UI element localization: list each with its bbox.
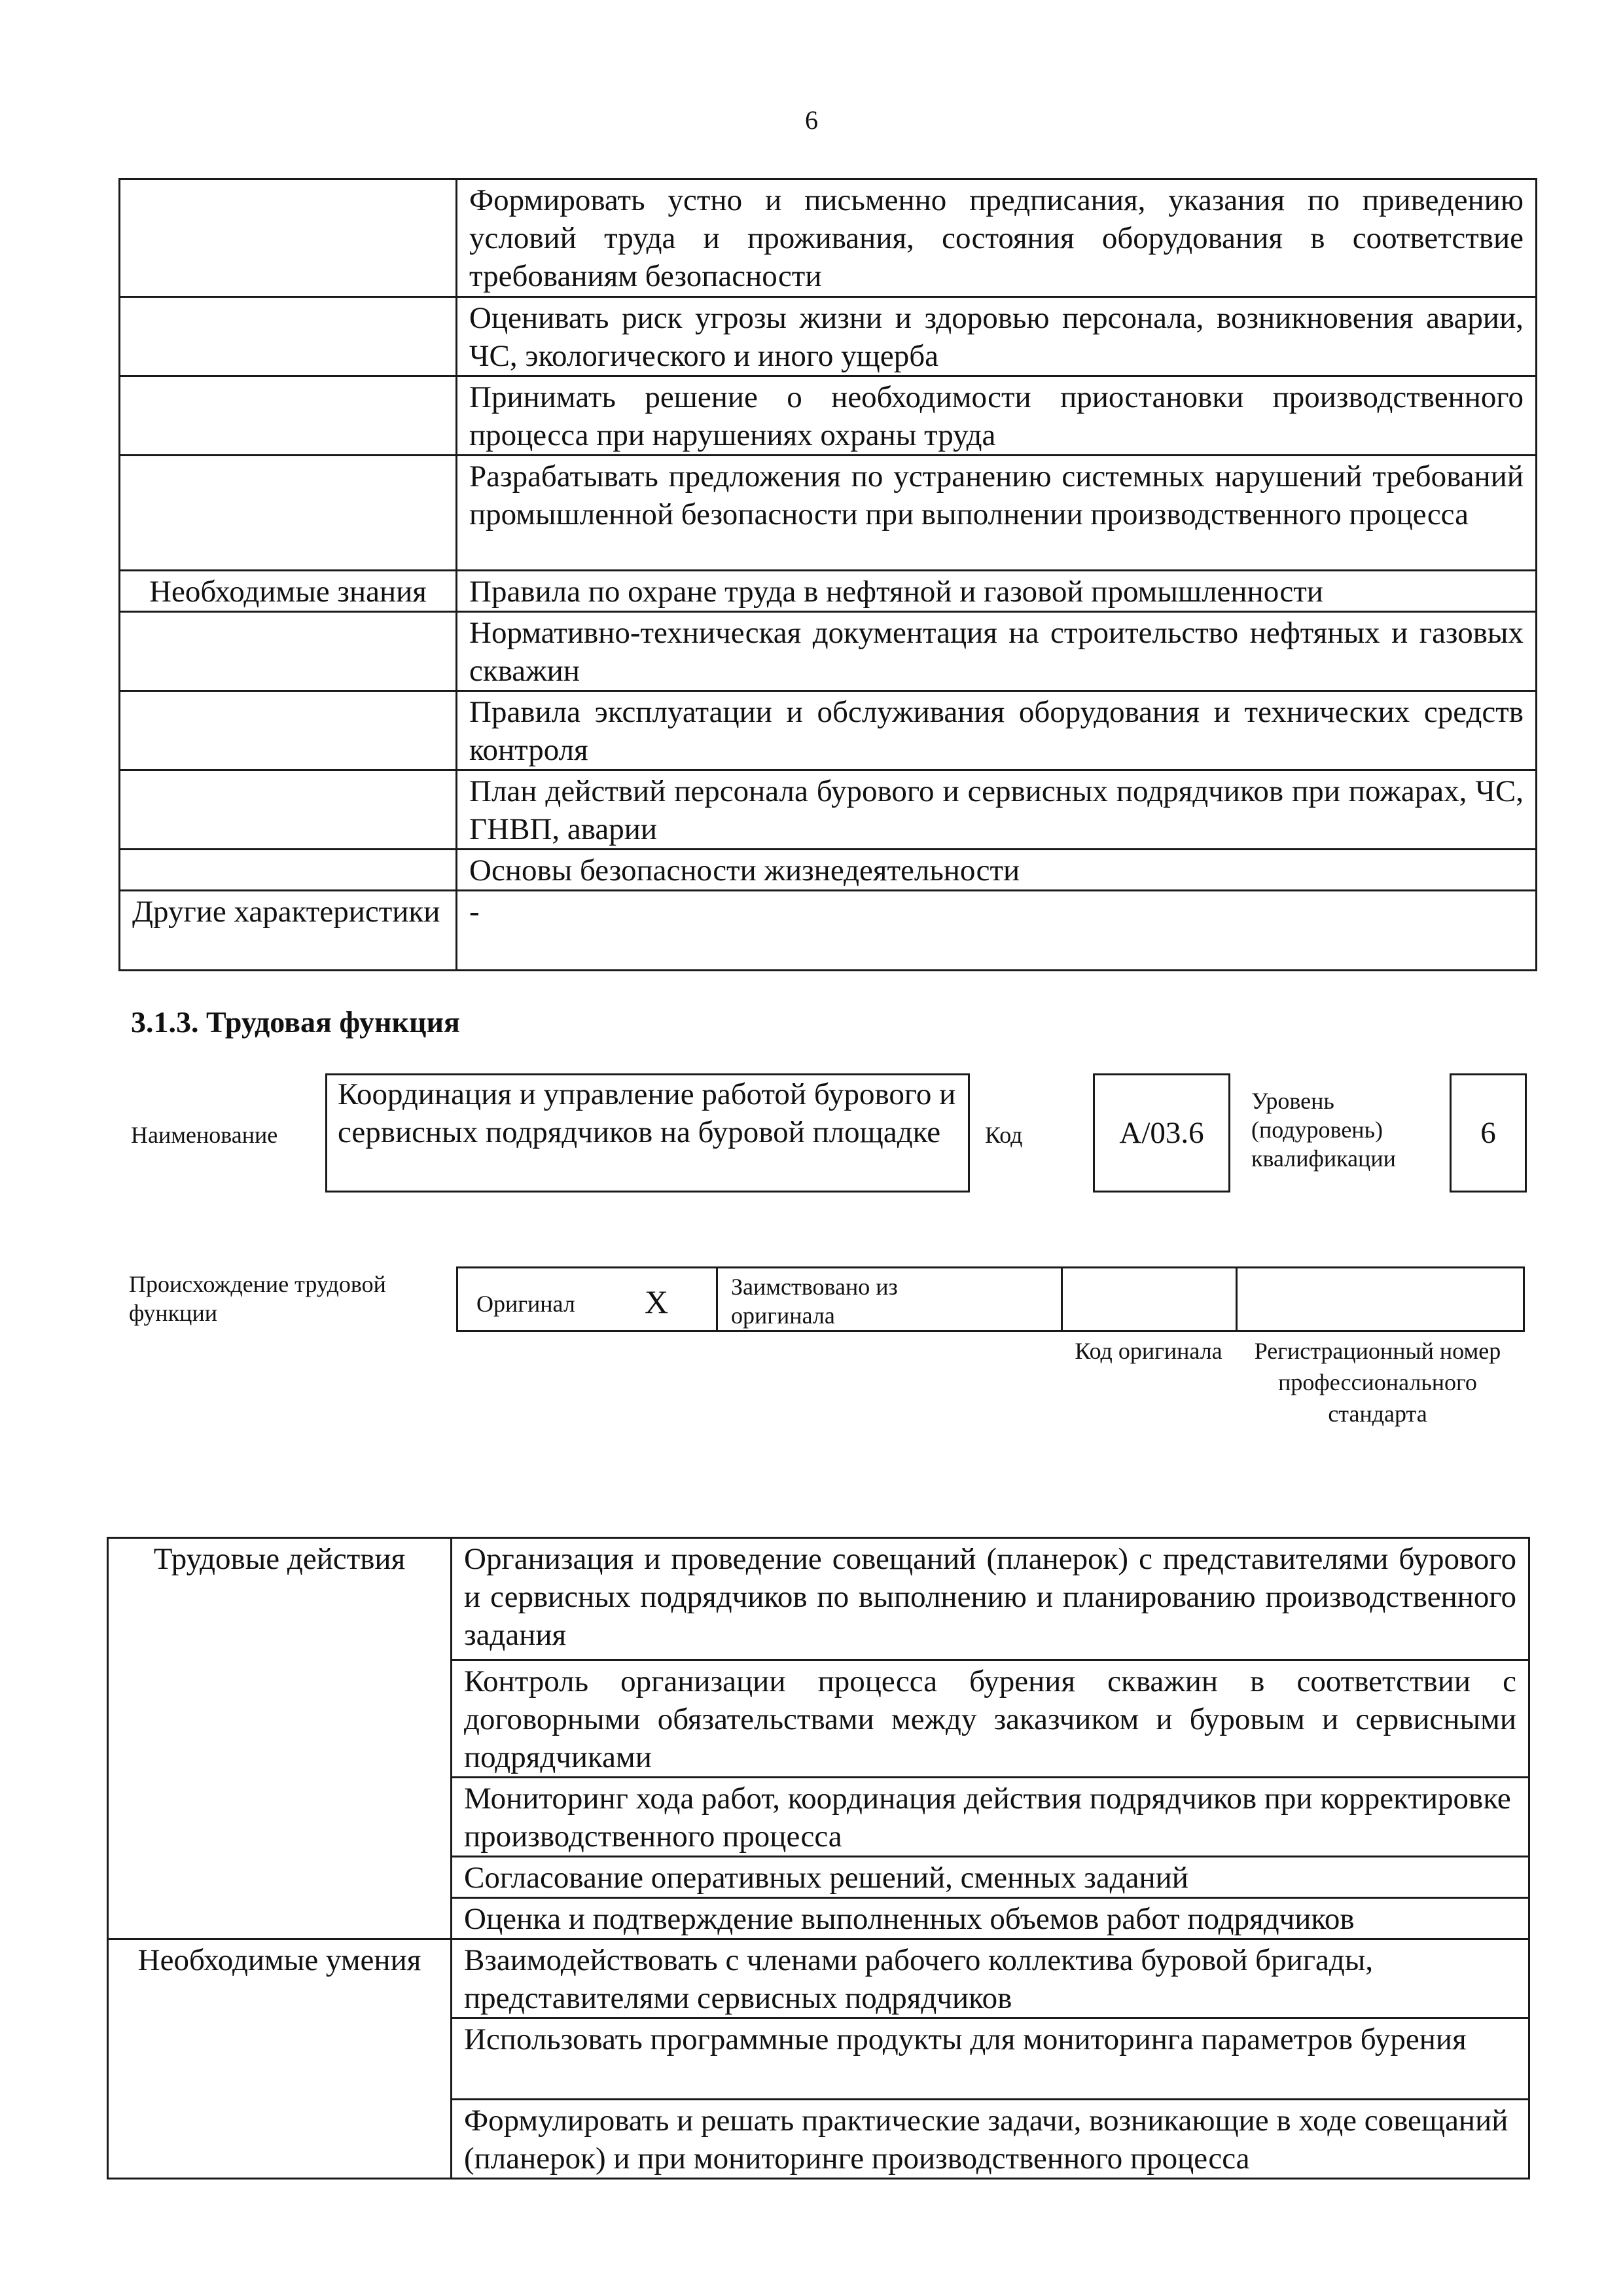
table-label-cell: [120, 456, 457, 571]
labor-action-row: Оценка и подтверждение выполненных объемов работ подрядчиков: [452, 1898, 1529, 1939]
borrowed-label: Заимствовано из оригинала: [731, 1274, 898, 1329]
table-label-cell: [120, 297, 457, 376]
name-label: Наименование: [131, 1122, 278, 1148]
table-row: План действий персонала бурового и сервисных подрядчиков при пожарах, ЧС, ГНВП, аварии: [457, 770, 1537, 850]
table-row: Разрабатывать предложения по устранению системных нарушений требований промышленной безопасности при выполнении производственного процесса: [457, 456, 1537, 571]
origin-cell-reg: [1236, 1266, 1525, 1332]
table-label-cell: [120, 612, 457, 691]
table-label-cell: [120, 770, 457, 850]
level-box: [1450, 1073, 1527, 1193]
skills-knowledge-table: [118, 178, 1537, 971]
original-code-caption: Код оригинала: [1075, 1338, 1222, 1364]
table-label-cell: [120, 376, 457, 456]
original-mark: X: [645, 1283, 669, 1320]
labor-action-row: Организация и проведение совещаний (планерок) с представителями бурового и сервисных подрядчиков по выполнению и планированию производственного задания: [452, 1538, 1529, 1660]
table-row: Нормативно-техническая документация на строительство нефтяных и газовых скважин: [457, 612, 1537, 691]
origin-cell-borrowed: [716, 1266, 1063, 1332]
table-row: Оценивать риск угрозы жизни и здоровью персонала, возникновения аварии, ЧС, экологического и иного ущерба: [457, 297, 1537, 376]
table-row: Принимать решение о необходимости приостановки производственного процесса при нарушениях охраны труда: [457, 376, 1537, 456]
origin-row: [456, 1266, 1525, 1332]
labor-actions-label: Трудовые действия: [108, 1538, 452, 1939]
table-row: Формировать устно и письменно предписания, указания по приведению условий труда и проживания, состояния оборудования в соответствие требованиям безопасности: [457, 179, 1537, 297]
qualification-level-text: Уровень (подуровень) квалификации: [1251, 1088, 1396, 1172]
table-label-cell: [120, 179, 457, 297]
page-number: 6: [805, 105, 818, 135]
table-row: Основы безопасности жизнедеятельности: [457, 850, 1537, 891]
table-label-cell: [120, 691, 457, 770]
registration-number-caption: Регистрационный номер профессионального стандарта: [1254, 1338, 1501, 1427]
code-box: [1093, 1073, 1230, 1193]
origin-label: Происхождение трудовой функции: [129, 1271, 386, 1326]
section-title: 3.1.3. Трудовая функция: [131, 1005, 460, 1039]
table-row: Правила эксплуатации и обслуживания оборудования и технических средств контроля: [457, 691, 1537, 770]
labor-function-table: [107, 1537, 1530, 2179]
function-name-value: Координация и управление работой бурового и сервисных подрядчиков на буровой площадке: [338, 1077, 956, 1149]
skill-row: Взаимодействовать с членами рабочего коллектива буровой бригады, представителями сервисных подрядчиков: [452, 1939, 1529, 2018]
skill-row: Формулировать и решать практические задачи, возникающие в ходе совещаний (планерок) и при мониторинге производственного процесса: [452, 2100, 1529, 2179]
level-value: 6: [1480, 1116, 1496, 1150]
table-row: Правила по охране труда в нефтяной и газовой промышленности: [457, 571, 1537, 612]
required-knowledge-label: Необходимые знания: [120, 571, 457, 612]
labor-action-row: Контроль организации процесса бурения скважин в соответствии с договорными обязательствами между заказчиком и буровым и сервисными подрядчиками: [452, 1660, 1529, 1778]
labor-action-row: Мониторинг хода работ, координация действия подрядчиков при корректировке производственного процесса: [452, 1778, 1529, 1857]
table-row: -: [457, 891, 1537, 971]
code-label: Код: [985, 1122, 1023, 1148]
table-label-cell: [120, 850, 457, 891]
skill-row: Использовать программные продукты для мониторинга параметров бурения: [452, 2018, 1529, 2100]
function-name-box: [325, 1073, 970, 1193]
origin-cell-original: [456, 1266, 718, 1332]
required-skills-label: Необходимые умения: [108, 1939, 452, 2179]
labor-action-row: Согласование оперативных решений, сменных заданий: [452, 1857, 1529, 1898]
other-characteristics-label: Другие характеристики: [120, 891, 457, 971]
origin-cell-code: [1061, 1266, 1238, 1332]
qualification-level-label: [1251, 1086, 1415, 1173]
original-label: Оригинал: [476, 1291, 575, 1317]
code-value: А/03.6: [1119, 1116, 1204, 1150]
